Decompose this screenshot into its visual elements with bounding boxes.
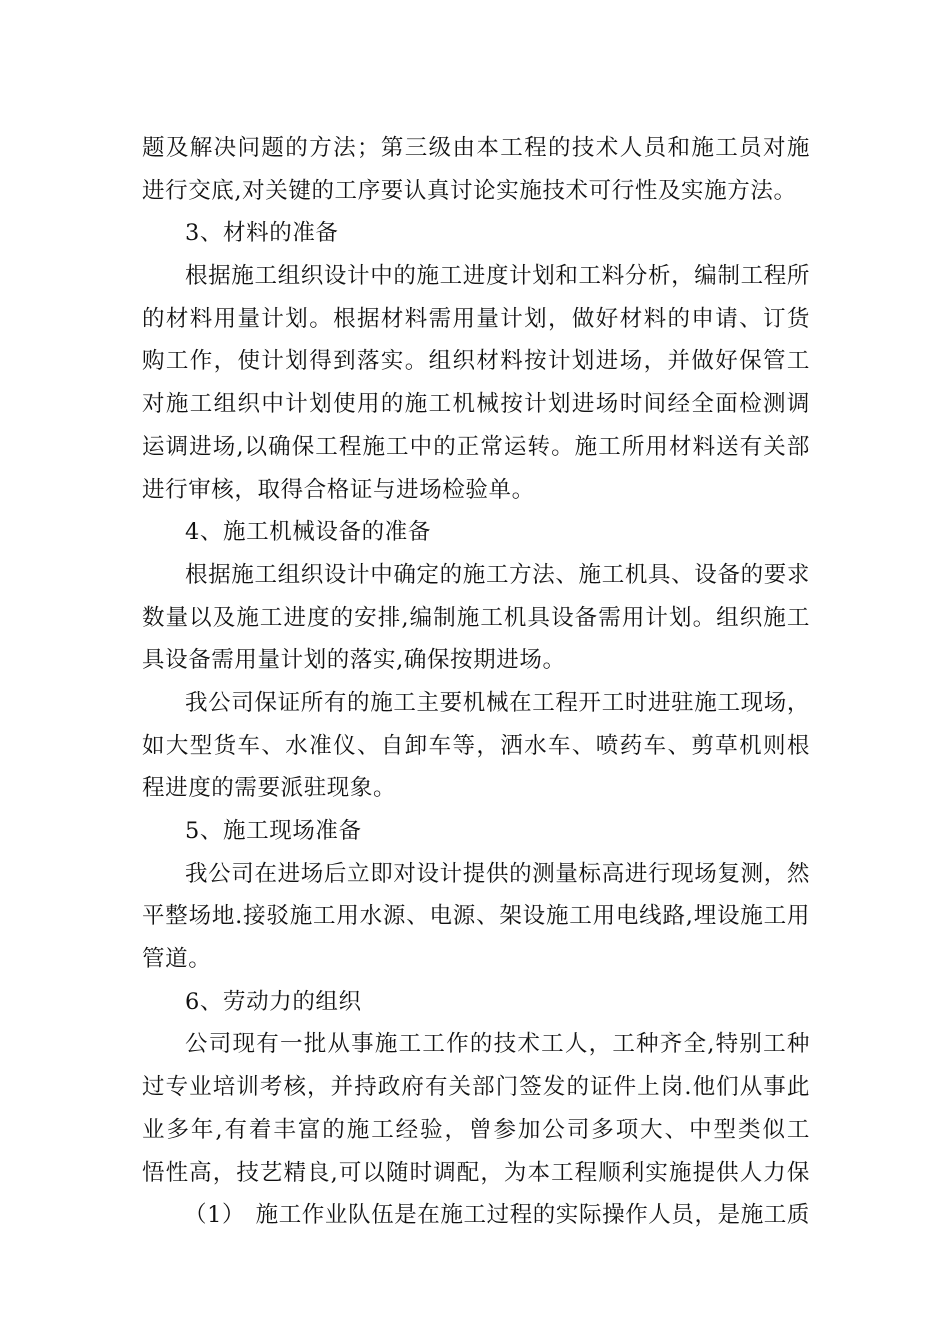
paragraph-line: 管道。 bbox=[142, 946, 212, 973]
paragraph-line: 运调进场,以确保工程施工中的正常运转。施工所用材料送有关部 bbox=[142, 433, 810, 460]
paragraph-line: 我公司保证所有的施工主要机械在工程开工时进驻施工现场， bbox=[185, 689, 810, 716]
paragraph-line: 程进度的需要派驻现象。 bbox=[142, 775, 397, 802]
paragraph-line: 业多年,有着丰富的施工经验，曾参加公司多项大、中型类似工 bbox=[142, 1116, 810, 1143]
paragraph-line: 进行交底,对关键的工序要认真讨论实施技术可行性及实施方法。 bbox=[142, 177, 797, 204]
paragraph-line: 过专业培训考核，并持政府有关部门签发的证件上岗.他们从事此 bbox=[142, 1074, 810, 1101]
paragraph-line: 具设备需用量计划的落实,确保按期进场。 bbox=[142, 647, 566, 674]
paragraph-line: 根据施工组织设计中确定的施工方法、施工机具、设备的要求 bbox=[185, 561, 810, 588]
paragraph-line: 公司现有一批从事施工工作的技术工人，工种齐全,特别工种 bbox=[185, 1031, 810, 1058]
paragraph-line: 悟性高，技艺精良,可以随时调配，为本工程顺利实施提供人力保 bbox=[142, 1159, 810, 1186]
document-body bbox=[142, 127, 810, 1237]
paragraph-line: 数量以及施工进度的安排,编制施工机具设备需用计划。组织施工 bbox=[142, 604, 810, 631]
paragraph-line: 进行审核，取得合格证与进场检验单。 bbox=[142, 476, 535, 503]
numbered-item bbox=[142, 1194, 810, 1237]
section-heading: 6、劳动力的组织 bbox=[185, 988, 362, 1015]
paragraph-line: 我公司在进场后立即对设计提供的测量标高进行现场复测，然 bbox=[185, 860, 810, 887]
paragraph-line: 根据施工组织设计中的施工进度计划和工料分析，编制工程所 bbox=[185, 263, 810, 290]
paragraph-line: 的材料用量计划。根据材料需用量计划，做好材料的申请、订货 bbox=[142, 305, 810, 332]
paragraph-line: 如大型货车、水准仪、自卸车等，洒水车、喷药车、剪草机则根 bbox=[142, 732, 810, 759]
item-number: （1） bbox=[184, 1202, 246, 1229]
paragraph-line: 对施工组织中计划使用的施工机械按计划进场时间经全面检测调 bbox=[142, 391, 810, 418]
paragraph-line: 题及解决问题的方法；第三级由本工程的技术人员和施工员对施 bbox=[142, 135, 810, 161]
paragraph-line: 平整场地.接驳施工用水源、电源、架设施工用电线路,埋设施工用 bbox=[142, 903, 810, 930]
section-heading: 4、施工机械设备的准备 bbox=[185, 519, 431, 546]
section-heading: 3、材料的准备 bbox=[185, 220, 339, 247]
section-heading: 5、施工现场准备 bbox=[185, 818, 362, 844]
item-text: 施工作业队伍是在施工过程的实际操作人员，是施工质 bbox=[255, 1202, 810, 1229]
paragraph-line: 购工作，使计划得到落实。组织材料按计划进场，并做好保管工 bbox=[142, 348, 810, 375]
